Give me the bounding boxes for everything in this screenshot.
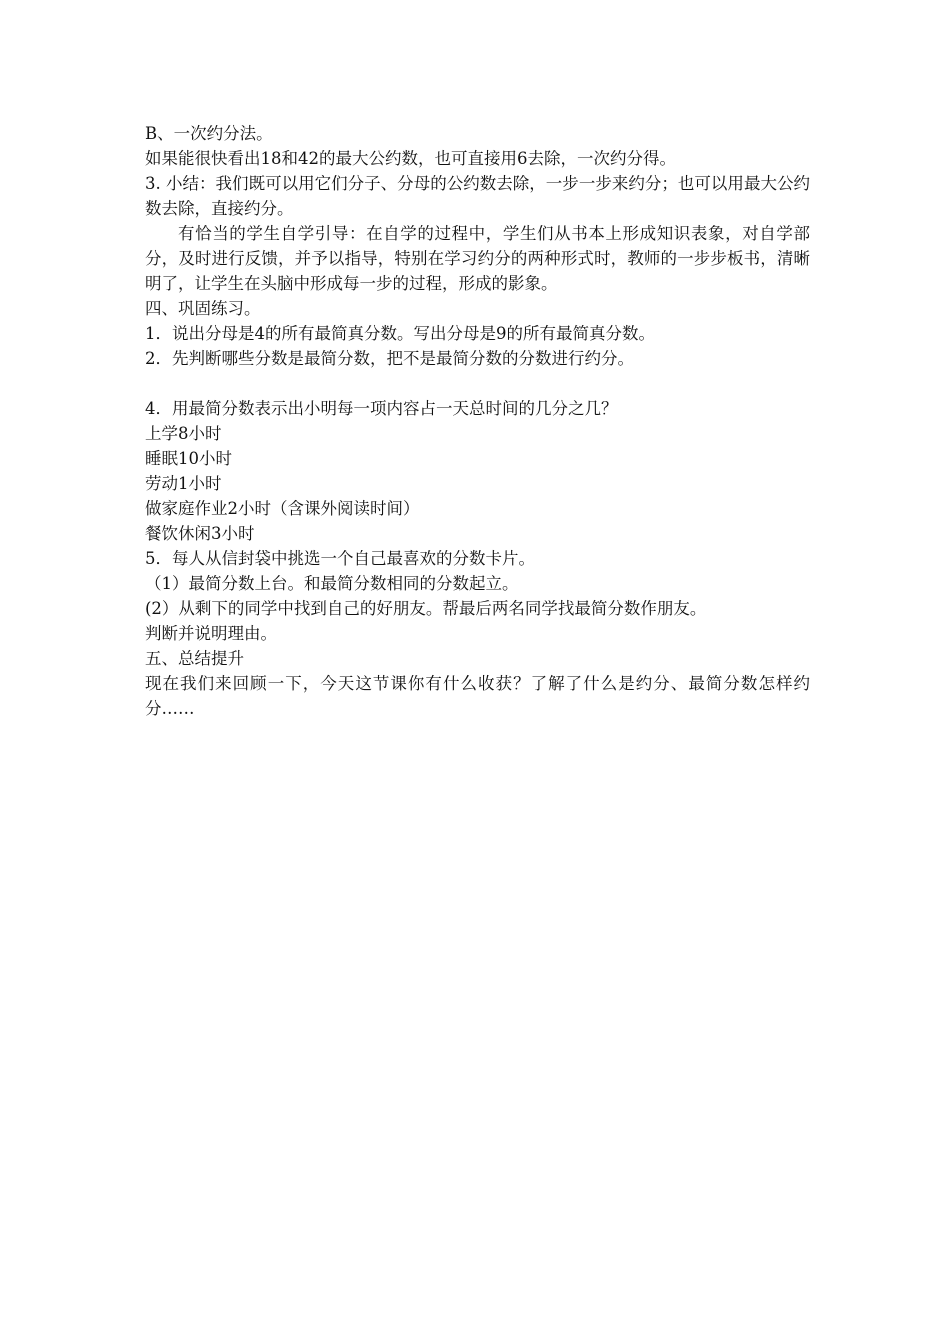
exercise-item: 2．先判断哪些分数是最简分数，把不是最简分数的分数进行约分。 [145,349,634,368]
paragraph-conclusion: 现在我们来回顾一下，今天这节课你有什么收获？了解了什么是约分、最简分数怎样约分…… [145,674,810,718]
exercise-item: 1．说出分母是4的所有最简真分数。写出分母是9的所有最简真分数。 [145,324,655,343]
exercise-item: 4．用最简分数表示出小明每一项内容占一天总时间的几分之几？ [145,399,618,418]
text-line: B、一次约分法。 [145,124,273,143]
schedule-item: 劳动1小时 [145,474,222,493]
paragraph-summary: 3. 小结：我们既可以用它们分子、分母的公约数去除，一步一步来约分；也可以用最大公约数去除，直接约分。 [145,174,810,218]
schedule-item: 做家庭作业2小时（含课外阅读时间） [145,499,420,518]
schedule-item: 睡眠10小时 [145,449,232,468]
text-line: 如果能很快看出18和42的最大公约数，也可直接用6去除，一次约分得。 [145,149,676,168]
text-line: 判断并说明理由。 [145,624,277,643]
section-heading: 四、巩固练习。 [145,299,261,318]
document-body [145,121,810,721]
schedule-item: 餐饮休闲3小时 [145,524,255,543]
schedule-item: 上学8小时 [145,424,222,443]
sub-item: （1）最简分数上台。和最简分数相同的分数起立。 [145,574,519,593]
blank-line [145,371,810,396]
paragraph-self-study: 有恰当的学生自学引导：在自学的过程中，学生们从书本上形成知识表象，对自学部分，及时进行反馈，并予以指导，特别在学习约分的两种形式时，教师的一步步板书，清晰明了，让学生在头脑中形成每一步的过程，形成的影象。 [145,224,810,293]
section-heading: 五、总结提升 [145,649,244,668]
sub-item: (2）从剩下的同学中找到自己的好朋友。帮最后两名同学找最简分数作朋友。 [145,599,707,618]
exercise-item: 5．每人从信封袋中挑选一个自己最喜欢的分数卡片。 [145,549,535,568]
